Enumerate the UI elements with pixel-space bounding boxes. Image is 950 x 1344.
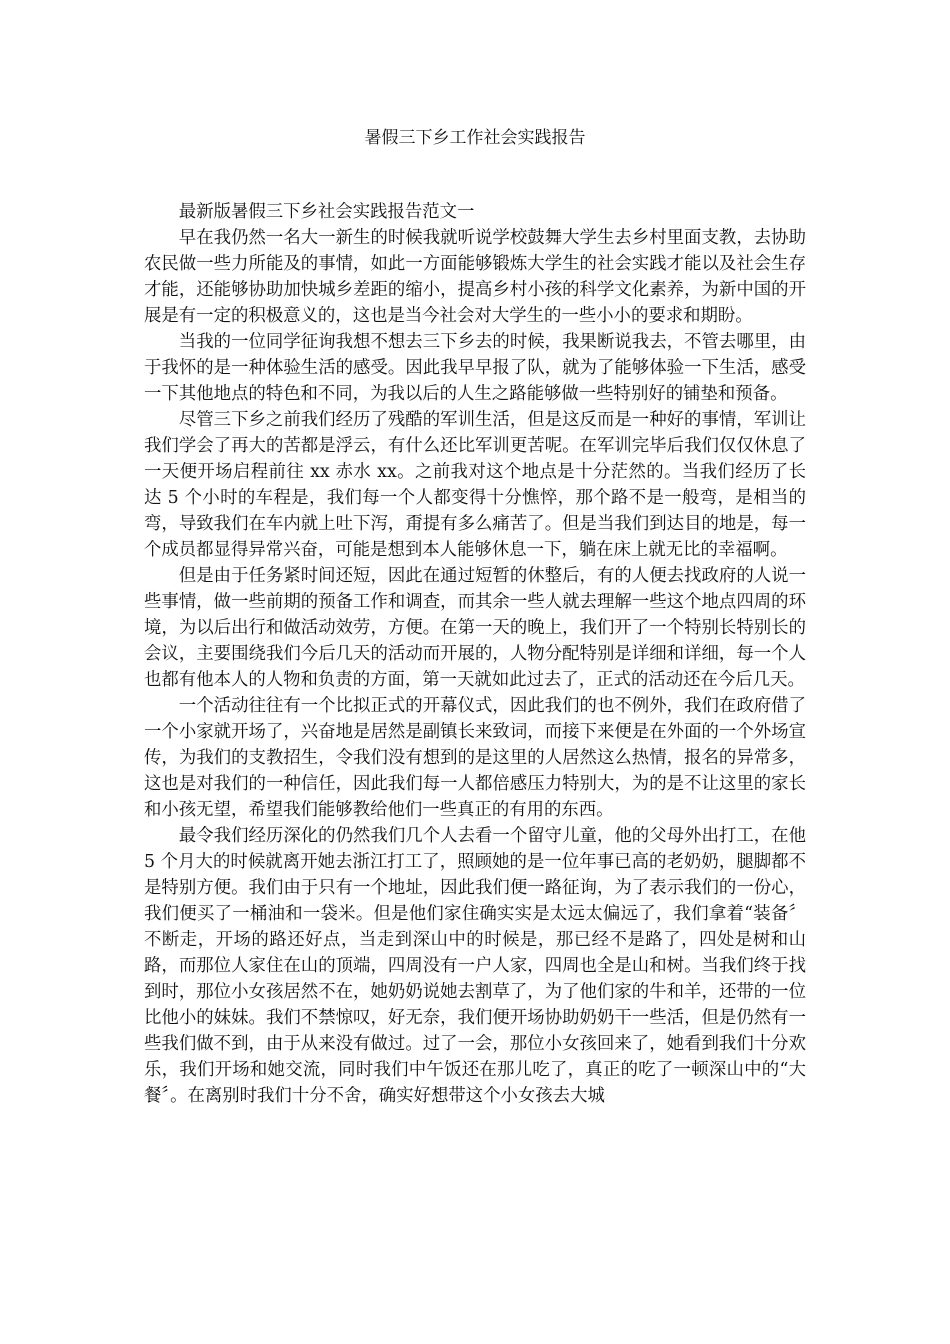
paragraph: 最令我们经历深化的仍然我们几个人去看一个留守儿童，他的父母外出打工，在他 5 个月大的时候就离开她去浙江打工了，照顾她的是一位年事已高的老奶奶，腿脚都不是特别方便。我们由于只有一个地址，因此我们便一路征询，为了表示我们的一份心，我们便买了一桶油和一袋米。但是他们家住确实实是太远太偏远了，我们拿着“装备〞不断走，开场的路还好点，当走到深山中的时候是，那已经不是路了，四处是树和山路，而那位人家住在山的顶端，四周没有一户人家，四周也全是山和树。当我们终于找到时，那位小女孩居然不在，她奶奶说她去割草了，为了他们家的牛和羊，还带的一位比他小的妹妹。我们不禁惊叹，好无奈，我们便开场协助奶奶干一些活，但是仍然有一些我们做不到，由于从来没有做过。过了一会，那位小女孩回来了，她看到我们十分欢乐，我们开场和她交流，同时我们中午饭还在那儿吃了，真正的吃了一顿深山中的“大餐〞。在离别时我们十分不舍，确实好想带这个小女孩去大城 — [144, 826, 806, 1106]
document-title: 暑假三下乡工作社会实践报告 — [364, 128, 586, 148]
paragraph: 但是由于任务紧时间还短，因此在通过短暂的休整后，有的人便去找政府的人说一些事情，做一些前期的预备工作和调查，而其余一些人就去理解一些这个地点四周的环境，为以后出行和做活动效劳，方便。在第一天的晚上，我们开了一个特别长特别长的会议，主要围绕我们今后几天的活动而开展的，人物分配特别是详细和详细，每一个人也都有他本人的人物和负责的方面，第一天就如此过去了，正式的活动还在今后几天。 — [144, 566, 806, 690]
paragraph: 尽管三下乡之前我们经历了残酷的军训生活，但是这反而是一种好的事情，军训让我们学会了再大的苦都是浮云，有什么还比军训更苦呢。在军训完毕后我们仅仅休息了一天便开场启程前往 xx 赤水 xx。之前我对这个地点是十分茫然的。当我们经历了长达 5 个小时的车程是，我们每一个人都变得十分憔悴，那个路不是一般弯，是相当的弯，导致我们在车内就上吐下泻，甭提有多么痛苦了。但是当我们到达目的地是，每一个成员都显得异常兴奋，可能是想到本人能够休息一下，躺在床上就无比的幸福啊。 — [144, 410, 806, 560]
section-subtitle: 最新版暑假三下乡社会实践报告范文一 — [178, 202, 475, 222]
paragraph: 当我的一位同学征询我想不想去三下乡去的时候，我果断说我去，不管去哪里，由于我怀的是一种体验生活的感受。因此我早早报了队，就为了能够体验一下生活，感受一下其他地点的特色和不同，为我以后的人生之路能够做一些特别好的铺垫和预备。 — [144, 332, 806, 404]
document-body — [144, 199, 806, 1109]
paragraph: 一个活动往往有一个比拟正式的开幕仪式，因此我们的也不例外，我们在政府借了一个小家就开场了，兴奋地是居然是副镇长来致词，而接下来便是在外面的一个外场宣传，为我们的支教招生，令我们没有想到的是这里的人居然这么热情，报名的异常多，这也是对我们的一种信任，因此我们每一人都倍感压力特别大，为的是不让这里的家长和小孩无望，希望我们能够教给他们一些真正的有用的东西。 — [144, 696, 806, 820]
paragraph: 早在我仍然一名大一新生的时候我就听说学校鼓舞大学生去乡村里面支教，去协助农民做一些力所能及的事情，如此一方面能够锻炼大学生的社会实践才能以及社会生存才能，还能够协助加快城乡差距的缩小，提高乡村小孩的科学文化素养，为新中国的开展是有一定的积极意义的，这也是当今社会对大学生的一些小小的要求和期盼。 — [144, 228, 806, 326]
